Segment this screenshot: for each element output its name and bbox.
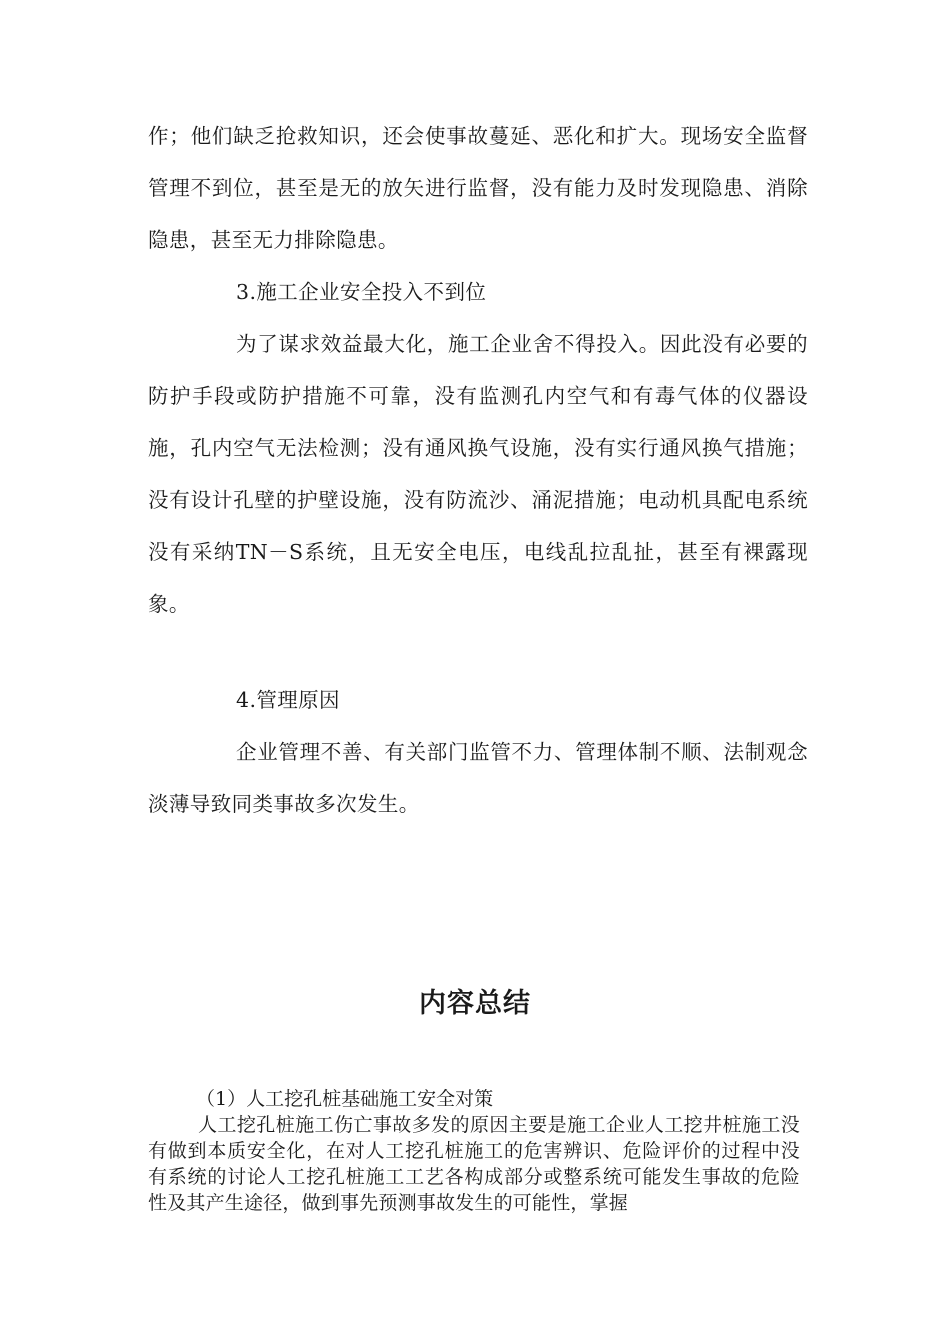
section-heading-4: 4.管理原因 [236, 688, 340, 712]
summary-heading: （1）人工挖孔桩基础施工安全对策 [196, 1088, 494, 1110]
paragraph-supervision: 作；他们缺乏抢救知识，还会使事故蔓延、恶化和扩大。现场安全监督管理不到位，甚至是无的放矢进行监督，没有能力及时发现隐患、消除隐患，甚至无力排除隐患。 [148, 124, 808, 252]
section-heading-3: 3.施工企业安全投入不到位 [236, 280, 487, 304]
summary-body: 人工挖孔桩施工伤亡事故多发的原因主要是施工企业人工挖井桩施工没有做到本质安全化，在对人工挖孔桩施工的危害辨识、危险评价的过程中没有系统的讨论人工挖孔桩施工工艺各构成部分或整系统可能发生事故的危险性及其产生途径，做到事先预测事故发生的可能性，掌握 [148, 1114, 800, 1214]
paragraph-management: 企业管理不善、有关部门监管不力、管理体制不顺、法制观念淡薄导致同类事故多次发生。 [148, 740, 808, 816]
summary-title: 内容总结 [419, 988, 531, 1019]
paragraph-investment: 为了谋求效益最大化，施工企业舍不得投入。因此没有必要的防护手段或防护措施不可靠，没有监测孔内空气和有毒气体的仪器设施，孔内空气无法检测；没有通风换气设施，没有实行通风换气措施；没有设计孔壁的护壁设施，没有防流沙、涌泥措施；电动机具配电系统没有采纳TN－S系统，且无安全电压，电线乱拉乱扯，甚至有裸露现象。 [148, 332, 808, 616]
